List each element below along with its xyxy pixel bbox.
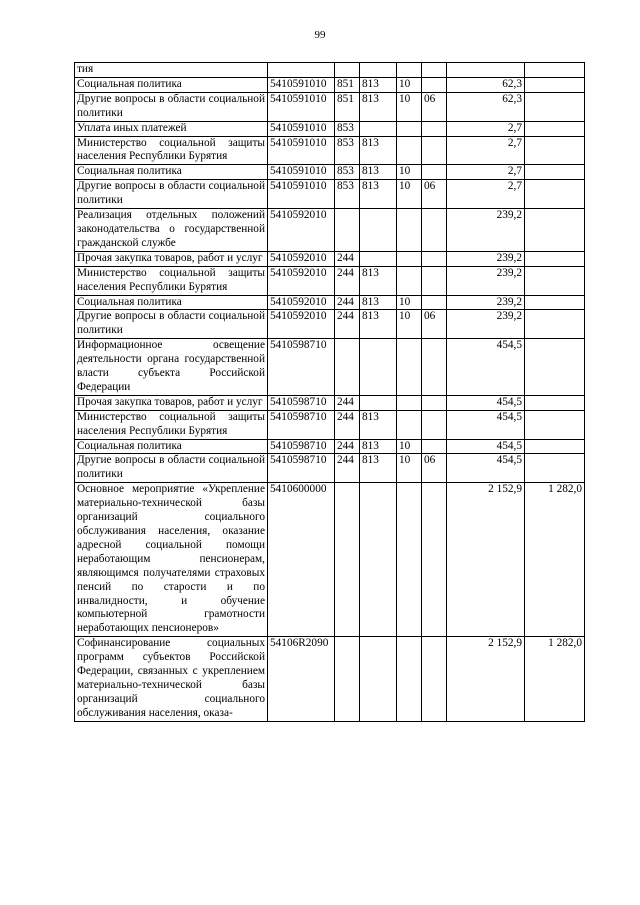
table-row — [75, 121, 585, 136]
amount-2-cell: 1 282,0 — [525, 637, 585, 721]
target-code-cell: 5410598710 — [268, 339, 335, 396]
amount-2-cell — [525, 395, 585, 410]
expense-type-cell: 853 — [335, 136, 360, 165]
description-cell: Социальная политика — [75, 77, 268, 92]
amount-2-cell: 1 282,0 — [525, 483, 585, 637]
amount-1-cell: 2,7 — [447, 165, 525, 180]
budget-table — [74, 62, 585, 722]
table-row — [75, 136, 585, 165]
subsection-cell — [422, 121, 447, 136]
section-cell: 10 — [397, 454, 422, 483]
expense-type-cell — [335, 483, 360, 637]
target-code-cell: 5410591010 — [268, 165, 335, 180]
section-cell — [397, 410, 422, 439]
ministry-code-cell — [360, 395, 397, 410]
table-row — [75, 339, 585, 396]
target-code-cell: 5410591010 — [268, 77, 335, 92]
table-row — [75, 77, 585, 92]
amount-1-cell: 2,7 — [447, 136, 525, 165]
table-row — [75, 251, 585, 266]
section-cell — [397, 136, 422, 165]
subsection-cell — [422, 439, 447, 454]
subsection-cell: 06 — [422, 92, 447, 121]
amount-2-cell — [525, 63, 585, 78]
target-code-cell: 5410592010 — [268, 310, 335, 339]
table-row — [75, 310, 585, 339]
expense-type-cell — [335, 339, 360, 396]
description-cell: Прочая закупка товаров, работ и услуг — [75, 395, 268, 410]
target-code-cell: 54106R2090 — [268, 637, 335, 721]
expense-type-cell: 244 — [335, 395, 360, 410]
table-row — [75, 295, 585, 310]
expense-type-cell: 853 — [335, 121, 360, 136]
amount-2-cell — [525, 251, 585, 266]
ministry-code-cell — [360, 251, 397, 266]
description-cell: Другие вопросы в области социальной политики — [75, 454, 268, 483]
expense-type-cell: 853 — [335, 165, 360, 180]
description-cell: Софинансирование социальных программ субъектов Российской Федерации, связанных с укреплением материально-технической базы организаций социального обслуживания населения, оказа- — [75, 637, 268, 721]
subsection-cell — [422, 136, 447, 165]
expense-type-cell: 244 — [335, 295, 360, 310]
section-cell: 10 — [397, 77, 422, 92]
amount-1-cell: 239,2 — [447, 295, 525, 310]
subsection-cell — [422, 295, 447, 310]
ministry-code-cell: 813 — [360, 410, 397, 439]
subsection-cell: 06 — [422, 454, 447, 483]
table-row — [75, 454, 585, 483]
table-row — [75, 266, 585, 295]
subsection-cell — [422, 339, 447, 396]
description-cell: Другие вопросы в области социальной политики — [75, 180, 268, 209]
section-cell — [397, 251, 422, 266]
subsection-cell — [422, 266, 447, 295]
amount-2-cell — [525, 209, 585, 252]
amount-1-cell: 239,2 — [447, 209, 525, 252]
ministry-code-cell — [360, 209, 397, 252]
amount-2-cell — [525, 410, 585, 439]
expense-type-cell: 244 — [335, 410, 360, 439]
subsection-cell — [422, 209, 447, 252]
amount-1-cell — [447, 63, 525, 78]
subsection-cell: 06 — [422, 180, 447, 209]
page-number: 99 — [314, 29, 326, 41]
target-code-cell — [268, 63, 335, 78]
description-cell: Социальная политика — [75, 439, 268, 454]
subsection-cell — [422, 63, 447, 78]
amount-2-cell — [525, 136, 585, 165]
description-cell: Социальная политика — [75, 165, 268, 180]
description-cell: Прочая закупка товаров, работ и услуг — [75, 251, 268, 266]
amount-1-cell: 2,7 — [447, 180, 525, 209]
subsection-cell — [422, 77, 447, 92]
amount-2-cell — [525, 121, 585, 136]
amount-2-cell — [525, 310, 585, 339]
target-code-cell: 5410592010 — [268, 266, 335, 295]
table-row — [75, 395, 585, 410]
ministry-code-cell — [360, 121, 397, 136]
expense-type-cell: 851 — [335, 92, 360, 121]
section-cell — [397, 121, 422, 136]
description-cell: Министерство социальной защиты населения Республики Бурятия — [75, 410, 268, 439]
expense-type-cell — [335, 63, 360, 78]
amount-1-cell: 62,3 — [447, 77, 525, 92]
description-cell: Министерство социальной защиты населения Республики Бурятия — [75, 266, 268, 295]
table-row — [75, 92, 585, 121]
target-code-cell: 5410591010 — [268, 180, 335, 209]
amount-1-cell: 2,7 — [447, 121, 525, 136]
description-cell: Основное мероприятие «Укрепление материально-технической базы организаций социального обслуживания населения, оказание адресной социальной помощи неработающим пенсионерам, являющимся получателями страховых пенсий по старости и по инвалидности, и обучение компьютерной грамотности неработающих пенсионеров» — [75, 483, 268, 637]
expense-type-cell — [335, 209, 360, 252]
target-code-cell: 5410598710 — [268, 454, 335, 483]
amount-2-cell — [525, 454, 585, 483]
expense-type-cell: 244 — [335, 251, 360, 266]
table-body — [75, 63, 585, 722]
expense-type-cell: 244 — [335, 439, 360, 454]
ministry-code-cell: 813 — [360, 165, 397, 180]
amount-1-cell: 454,5 — [447, 439, 525, 454]
subsection-cell — [422, 251, 447, 266]
target-code-cell: 5410600000 — [268, 483, 335, 637]
section-cell: 10 — [397, 180, 422, 209]
amount-1-cell: 2 152,9 — [447, 637, 525, 721]
ministry-code-cell: 813 — [360, 92, 397, 121]
amount-2-cell — [525, 77, 585, 92]
target-code-cell: 5410591010 — [268, 92, 335, 121]
ministry-code-cell: 813 — [360, 310, 397, 339]
description-cell: Информационное освещение деятельности органа государственной власти субъекта Российской Федерации — [75, 339, 268, 396]
ministry-code-cell: 813 — [360, 180, 397, 209]
amount-2-cell — [525, 295, 585, 310]
target-code-cell: 5410598710 — [268, 395, 335, 410]
amount-1-cell: 2 152,9 — [447, 483, 525, 637]
amount-1-cell: 239,2 — [447, 266, 525, 295]
ministry-code-cell: 813 — [360, 136, 397, 165]
amount-2-cell — [525, 92, 585, 121]
subsection-cell — [422, 483, 447, 637]
amount-2-cell — [525, 266, 585, 295]
section-cell: 10 — [397, 439, 422, 454]
section-cell — [397, 209, 422, 252]
table-row — [75, 209, 585, 252]
ministry-code-cell — [360, 63, 397, 78]
section-cell: 10 — [397, 165, 422, 180]
description-cell: тия — [75, 63, 268, 78]
table-row — [75, 180, 585, 209]
target-code-cell: 5410592010 — [268, 295, 335, 310]
expense-type-cell — [335, 637, 360, 721]
expense-type-cell: 851 — [335, 77, 360, 92]
section-cell: 10 — [397, 295, 422, 310]
section-cell: 10 — [397, 310, 422, 339]
section-cell — [397, 63, 422, 78]
section-cell — [397, 483, 422, 637]
subsection-cell — [422, 165, 447, 180]
amount-1-cell: 454,5 — [447, 339, 525, 396]
table-row — [75, 637, 585, 721]
target-code-cell: 5410592010 — [268, 209, 335, 252]
amount-2-cell — [525, 339, 585, 396]
description-cell: Реализация отдельных положений законодательства о государственной гражданской службе — [75, 209, 268, 252]
target-code-cell: 5410598710 — [268, 410, 335, 439]
expense-type-cell: 244 — [335, 454, 360, 483]
amount-1-cell: 454,5 — [447, 395, 525, 410]
ministry-code-cell: 813 — [360, 439, 397, 454]
ministry-code-cell — [360, 339, 397, 396]
description-cell: Социальная политика — [75, 295, 268, 310]
subsection-cell: 06 — [422, 310, 447, 339]
target-code-cell: 5410591010 — [268, 121, 335, 136]
table-row — [75, 410, 585, 439]
description-cell: Уплата иных платежей — [75, 121, 268, 136]
ministry-code-cell: 813 — [360, 77, 397, 92]
amount-1-cell: 454,5 — [447, 410, 525, 439]
amount-1-cell: 239,2 — [447, 310, 525, 339]
subsection-cell — [422, 637, 447, 721]
ministry-code-cell — [360, 637, 397, 721]
section-cell — [397, 266, 422, 295]
ministry-code-cell: 813 — [360, 266, 397, 295]
ministry-code-cell: 813 — [360, 295, 397, 310]
section-cell — [397, 395, 422, 410]
target-code-cell: 5410591010 — [268, 136, 335, 165]
target-code-cell: 5410592010 — [268, 251, 335, 266]
section-cell — [397, 637, 422, 721]
description-cell: Министерство социальной защиты населения Республики Бурятия — [75, 136, 268, 165]
subsection-cell — [422, 395, 447, 410]
amount-2-cell — [525, 439, 585, 454]
table-row — [75, 439, 585, 454]
description-cell: Другие вопросы в области социальной политики — [75, 310, 268, 339]
table-row — [75, 483, 585, 637]
table-row — [75, 63, 585, 78]
subsection-cell — [422, 410, 447, 439]
section-cell — [397, 339, 422, 396]
expense-type-cell: 853 — [335, 180, 360, 209]
target-code-cell: 5410598710 — [268, 439, 335, 454]
amount-1-cell: 454,5 — [447, 454, 525, 483]
table-row — [75, 165, 585, 180]
amount-2-cell — [525, 165, 585, 180]
section-cell: 10 — [397, 92, 422, 121]
ministry-code-cell: 813 — [360, 454, 397, 483]
description-cell: Другие вопросы в области социальной политики — [75, 92, 268, 121]
expense-type-cell: 244 — [335, 310, 360, 339]
expense-type-cell: 244 — [335, 266, 360, 295]
amount-1-cell: 239,2 — [447, 251, 525, 266]
amount-2-cell — [525, 180, 585, 209]
amount-1-cell: 62,3 — [447, 92, 525, 121]
ministry-code-cell — [360, 483, 397, 637]
